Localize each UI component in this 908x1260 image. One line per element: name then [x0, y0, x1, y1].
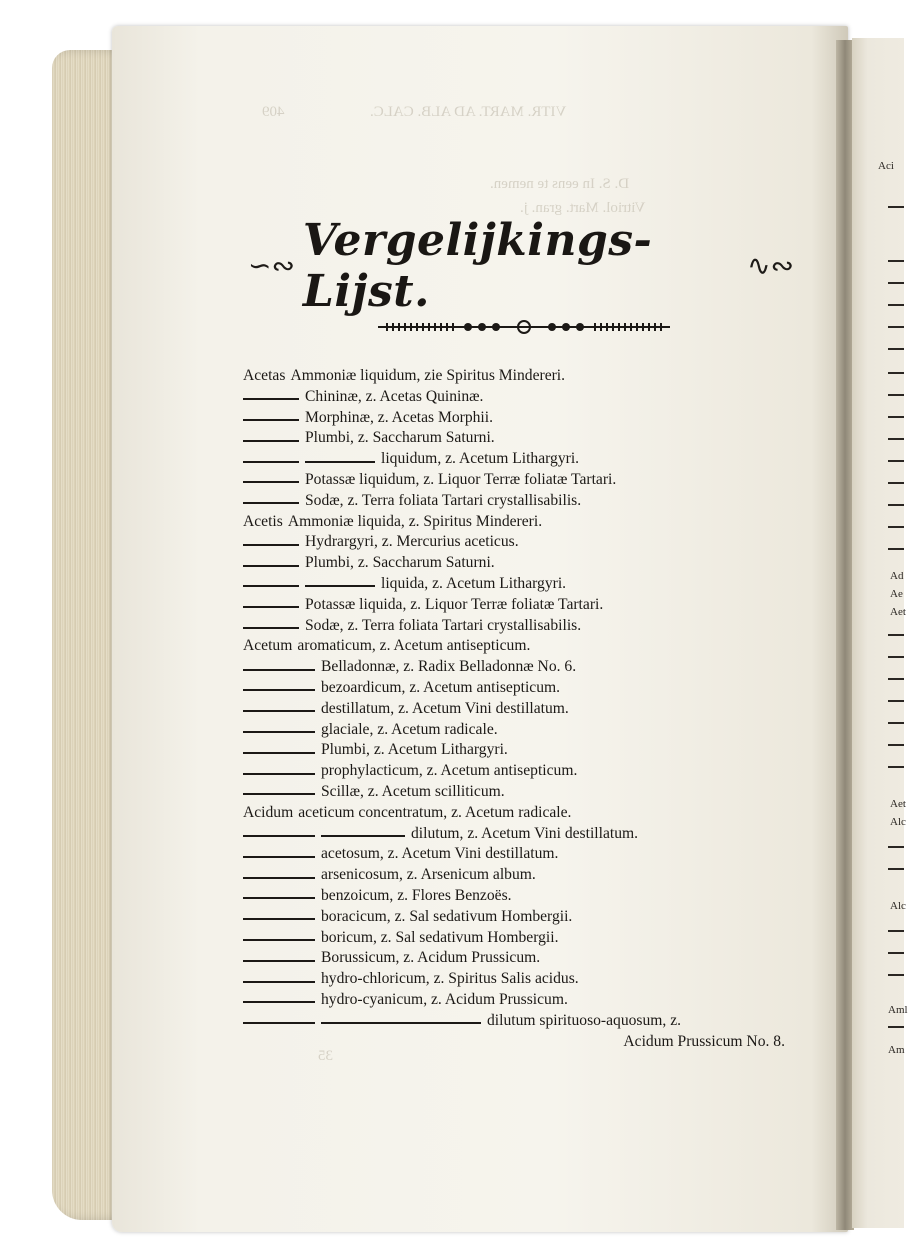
- ditto-dash: [243, 544, 299, 546]
- ditto-dash: [243, 440, 299, 442]
- ditto-dash: [243, 835, 315, 837]
- entry-text: Potassæ liquidum, z. Liquor Terræ foliatæ Tartari.: [305, 470, 617, 488]
- show-through-line: D. S. In eens te nemen.: [490, 176, 630, 192]
- list-item: [243, 803, 803, 824]
- list-item: [243, 532, 803, 553]
- list-item: [243, 553, 803, 574]
- list-item: [243, 907, 803, 928]
- entry-text: benzoicum, z. Flores Benzoës.: [321, 886, 512, 904]
- facing-page-word: Aet: [890, 606, 906, 618]
- entry-text: boricum, z. Sal sedativum Hombergii.: [321, 928, 559, 946]
- left-flourish-ornament: ∽∾: [248, 251, 295, 282]
- entry-text: aromaticum, z. Acetum antisepticum.: [297, 637, 531, 655]
- entry-text: Potassæ liquida, z. Liquor Terræ foliatæ Tartari.: [305, 595, 604, 613]
- ditto-dash: [243, 856, 315, 858]
- ditto-dash: [243, 793, 315, 795]
- entry-text: Morphinæ, z. Acetas Morphii.: [305, 408, 493, 426]
- entry-text: Hydrargyri, z. Mercurius aceticus.: [305, 533, 519, 551]
- list-item: [243, 428, 803, 449]
- ditto-dash: [243, 627, 299, 629]
- title-text: Vergelijkings-Lijst.: [302, 215, 653, 317]
- ditto-dash: [243, 877, 315, 879]
- facing-page-word: Alc: [890, 900, 906, 912]
- facing-page-word: Aml: [888, 1004, 908, 1016]
- list-item: [243, 616, 803, 637]
- list-item: [243, 865, 803, 886]
- entry-text: bezoardicum, z. Acetum antisepticum.: [321, 678, 561, 696]
- ditto-dash: [243, 481, 299, 483]
- ditto-dash: [243, 960, 315, 962]
- list-item: [243, 449, 803, 470]
- ditto-dash: [243, 606, 299, 608]
- list-item: [243, 720, 803, 741]
- facing-page-word: Aet: [890, 798, 906, 810]
- right-flourish-ornament: ∿∾: [747, 251, 794, 282]
- ditto-dash: [243, 897, 315, 899]
- list-item: [243, 948, 803, 969]
- list-item: [243, 387, 803, 408]
- ditto-dash: [243, 1022, 315, 1024]
- entry-text: boracicum, z. Sal sedativum Hombergii.: [321, 907, 573, 925]
- ditto-dash: [243, 669, 315, 671]
- list-item: [243, 990, 803, 1011]
- entry-text: Plumbi, z. Acetum Lithargyri.: [321, 741, 508, 759]
- show-through-line: Vitriol. Mart. gran. j.: [520, 200, 646, 216]
- list-item: [243, 1011, 803, 1032]
- ditto-dash: [243, 689, 315, 691]
- ditto-dash: [321, 1022, 481, 1024]
- list-item: [243, 699, 803, 720]
- ditto-dash: [243, 918, 315, 920]
- entry-text: dilutum spirituoso-aquosum, z.: [487, 1011, 682, 1029]
- entry-text: destillatum, z. Acetum Vini destillatum.: [321, 699, 569, 717]
- list-item: [243, 678, 803, 699]
- entry-text: Scillæ, z. Acetum scilliticum.: [321, 782, 505, 800]
- list-item: [243, 824, 803, 845]
- list-item: [243, 740, 803, 761]
- list-item: [243, 408, 803, 429]
- ditto-dash: [243, 565, 299, 567]
- ditto-dash: [243, 981, 315, 983]
- entry-text: Belladonnæ, z. Radix Belladonnæ No. 6.: [321, 658, 577, 676]
- ditto-dash: [243, 398, 299, 400]
- entry-text: Sodæ, z. Terra foliata Tartari crystallisabilis.: [305, 616, 582, 634]
- ditto-dash: [243, 461, 299, 463]
- facing-page-word: Ae: [890, 588, 903, 600]
- facing-page-word: Alc: [890, 816, 906, 828]
- ditto-dash: [243, 773, 315, 775]
- facing-page-word: Aci: [878, 160, 894, 172]
- entry-headword: Acetum: [243, 637, 293, 655]
- list-item: [243, 574, 803, 595]
- entry-text: hydro-chloricum, z. Spiritus Salis acidus.: [321, 970, 579, 988]
- entry-text: Plumbi, z. Saccharum Saturni.: [305, 429, 495, 447]
- decorative-rule-ornament: [378, 320, 670, 334]
- ditto-dash: [305, 461, 375, 463]
- list-item: [243, 657, 803, 678]
- list-item: [243, 928, 803, 949]
- list-item: [243, 761, 803, 782]
- ditto-dash: [243, 502, 299, 504]
- show-through-page-number: 409: [262, 104, 285, 120]
- facing-page-word: Ad: [890, 570, 904, 582]
- list-item: [243, 969, 803, 990]
- comparison-list: [243, 366, 803, 1052]
- ditto-dash: [243, 731, 315, 733]
- ditto-dash: [243, 1001, 315, 1003]
- entry-text: Sodæ, z. Terra foliata Tartari crystallisabilis.: [305, 491, 582, 509]
- list-item: [243, 1032, 803, 1053]
- entry-headword: Acetas: [243, 367, 286, 384]
- entry-text: hydro-cyanicum, z. Acidum Prussicum.: [321, 990, 568, 1008]
- facing-page-word: Am: [888, 1044, 905, 1056]
- entry-text: liquida, z. Acetum Lithargyri.: [381, 574, 567, 592]
- ditto-dash: [321, 835, 405, 837]
- page-title: [248, 215, 794, 317]
- entry-text: acetosum, z. Acetum Vini destillatum.: [321, 845, 559, 863]
- entry-text: liquidum, z. Acetum Lithargyri.: [381, 450, 580, 468]
- list-item: [243, 844, 803, 865]
- entry-text: Ammoniæ liquidum, zie Spiritus Mindereri.: [290, 367, 566, 384]
- show-through-page-number: 35: [318, 1048, 333, 1064]
- show-through-header: VITR. MART. AD ALB. CALC.: [370, 104, 567, 120]
- entry-text: prophylacticum, z. Acetum antisepticum.: [321, 762, 578, 780]
- entry-text: Chininæ, z. Acetas Quininæ.: [305, 387, 484, 405]
- entry-text: Plumbi, z. Saccharum Saturni.: [305, 554, 495, 572]
- list-item: [243, 782, 803, 803]
- ditto-dash: [243, 939, 315, 941]
- entry-headword: Acidum: [243, 803, 294, 821]
- entry-text: Ammoniæ liquida, z. Spiritus Mindereri.: [287, 512, 543, 530]
- entry-text: arsenicosum, z. Arsenicum album.: [321, 866, 536, 884]
- entry-text: Borussicum, z. Acidum Prussicum.: [321, 949, 541, 967]
- list-item: [243, 886, 803, 907]
- entry-headword: Acetis: [243, 512, 283, 530]
- entry-text: dilutum, z. Acetum Vini destillatum.: [411, 824, 639, 842]
- list-item: [243, 366, 803, 387]
- ditto-dash: [243, 710, 315, 712]
- list-item: [243, 512, 803, 533]
- entry-text: Acidum Prussicum No. 8.: [623, 1032, 785, 1050]
- list-item: [243, 491, 803, 512]
- ditto-dash: [243, 752, 315, 754]
- list-item: [243, 470, 803, 491]
- entry-text: glaciale, z. Acetum radicale.: [321, 720, 498, 738]
- list-item: [243, 636, 803, 657]
- ditto-dash: [305, 585, 375, 587]
- entry-text: aceticum concentratum, z. Acetum radicale.: [298, 803, 572, 821]
- ditto-dash: [243, 419, 299, 421]
- list-item: [243, 595, 803, 616]
- ditto-dash: [243, 585, 299, 587]
